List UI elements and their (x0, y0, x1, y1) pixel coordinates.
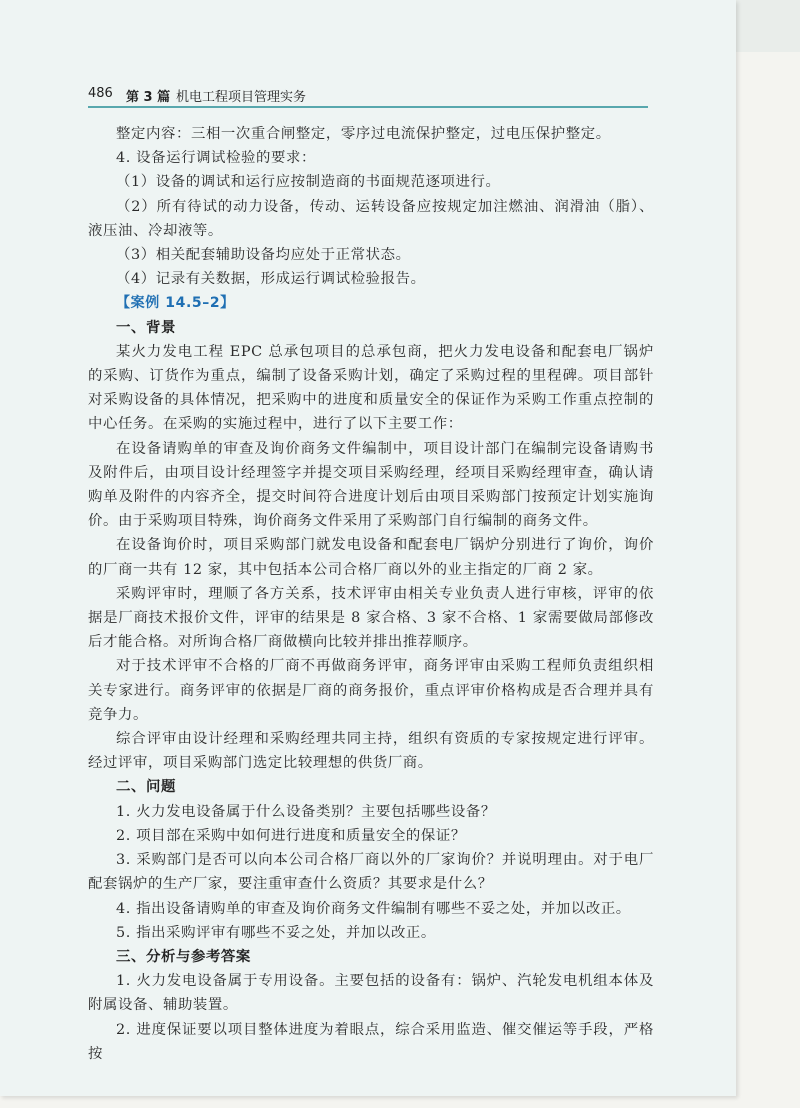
paragraph: 整定内容：三相一次重合闸整定，零序过电流保护整定，过电压保护整定。 (116, 126, 611, 142)
question-item: 1. 火力发电设备属于什么设备类别？主要包括哪些设备？ (116, 803, 496, 820)
paragraph: 某火力发电工程 EPC 总承包项目的总承包商，把火力发电设备和配套电厂锅炉的采购、订货作为重点，编制了设备采购计划，确定了采购过程的里程碑。项目部针对采购设备的具体情况，把采购中的进度和质量安全的保证作为采购工作重点控制的中心任务。在采购的实施过程中，进行了以下主要工作： (88, 343, 654, 433)
book-title: 机电工程项目管理实务 (176, 90, 307, 105)
paragraph: 采购评审时，理顺了各方关系，技术评审由相关专业负责人进行审核，评审的依据是厂商技术报价文件，评审的结果是 8 家合格、3 家不合格、1 家需要做局部修改后才能合格。对所询合格厂商做横向比较并排出推荐顺序。 (88, 585, 654, 651)
paragraph: （4）记录有关数据，形成运行调试检验报告。 (116, 271, 426, 288)
part-label: 第 3 篇 (126, 90, 171, 105)
paragraph: 在设备询价时，项目采购部门就发电设备和配套电厂锅炉分别进行了询价，询价的厂商一共有 12 家，其中包括本公司合格厂商以外的业主指定的厂商 2 家。 (88, 537, 654, 578)
section-heading-answers: 三、分析与参考答案 (116, 948, 251, 965)
question-item: 3. 采购部门是否可以向本公司合格厂商以外的厂家询价？并说明理由。对于电厂配套锅炉的生产厂家，要注重审查什么资质？其要求是什么？ (88, 852, 654, 893)
paragraph: 4. 设备运行调试检验的要求： (116, 150, 316, 167)
answer-item: 1. 火力发电设备属于专用设备。主要包括的设备有：锅炉、汽轮发电机组本体及附属设备、辅助装置。 (88, 973, 654, 1014)
paragraph: （2）所有待试的动力设备，传动、运转设备应按规定加注燃油、润滑油（脂）、液压油、冷却液等。 (88, 198, 654, 239)
question-item: 4. 指出设备请购单的审查及询价商务文件编制有哪些不妥之处，并加以改正。 (116, 900, 631, 917)
header-rule (88, 106, 648, 108)
page-number: 486 (88, 86, 113, 101)
section-heading-questions: 二、问题 (116, 779, 176, 796)
running-header (88, 84, 648, 106)
body-text (88, 122, 654, 1066)
paragraph: 在设备请购单的审查及询价商务文件编制中，项目设计部门在编制完设备请购书及附件后，由项目设计经理签字并提交项目采购经理，经项目采购经理审查，确认请购单及附件的内容齐全，提交时间符合进度计划后由项目采购部门按预定计划实施询价。由于采购项目特殊，询价商务文件采用了采购部门自行编制的商务文件。 (88, 440, 654, 530)
question-item: 5. 指出采购评审有哪些不妥之处，并加以改正。 (116, 924, 436, 941)
paragraph: （3）相关配套辅助设备均应处于正常状态。 (116, 247, 411, 264)
case-heading: 【案例 14.5–2】 (116, 295, 235, 312)
section-heading-background: 一、背景 (116, 319, 176, 336)
paragraph: （1）设备的调试和运行应按制造商的书面规范逐项进行。 (116, 174, 501, 191)
paragraph: 对于技术评审不合格的厂商不再做商务评审，商务评审由采购工程师负责组织相关专家进行。商务评审的依据是厂商的商务报价，重点评审价格构成是否合理并具有竞争力。 (88, 658, 654, 723)
paragraph: 综合评审由设计经理和采购经理共同主持，组织有资质的专家按规定进行评审。经过评审，项目采购部门选定比较理想的供货厂商。 (88, 731, 654, 772)
answer-item: 2. 进度保证要以项目整体进度为着眼点，综合采用监造、催交催运等手段，严格按 (88, 1021, 654, 1062)
question-item: 2. 项目部在采购中如何进行进度和质量安全的保证？ (116, 827, 466, 844)
